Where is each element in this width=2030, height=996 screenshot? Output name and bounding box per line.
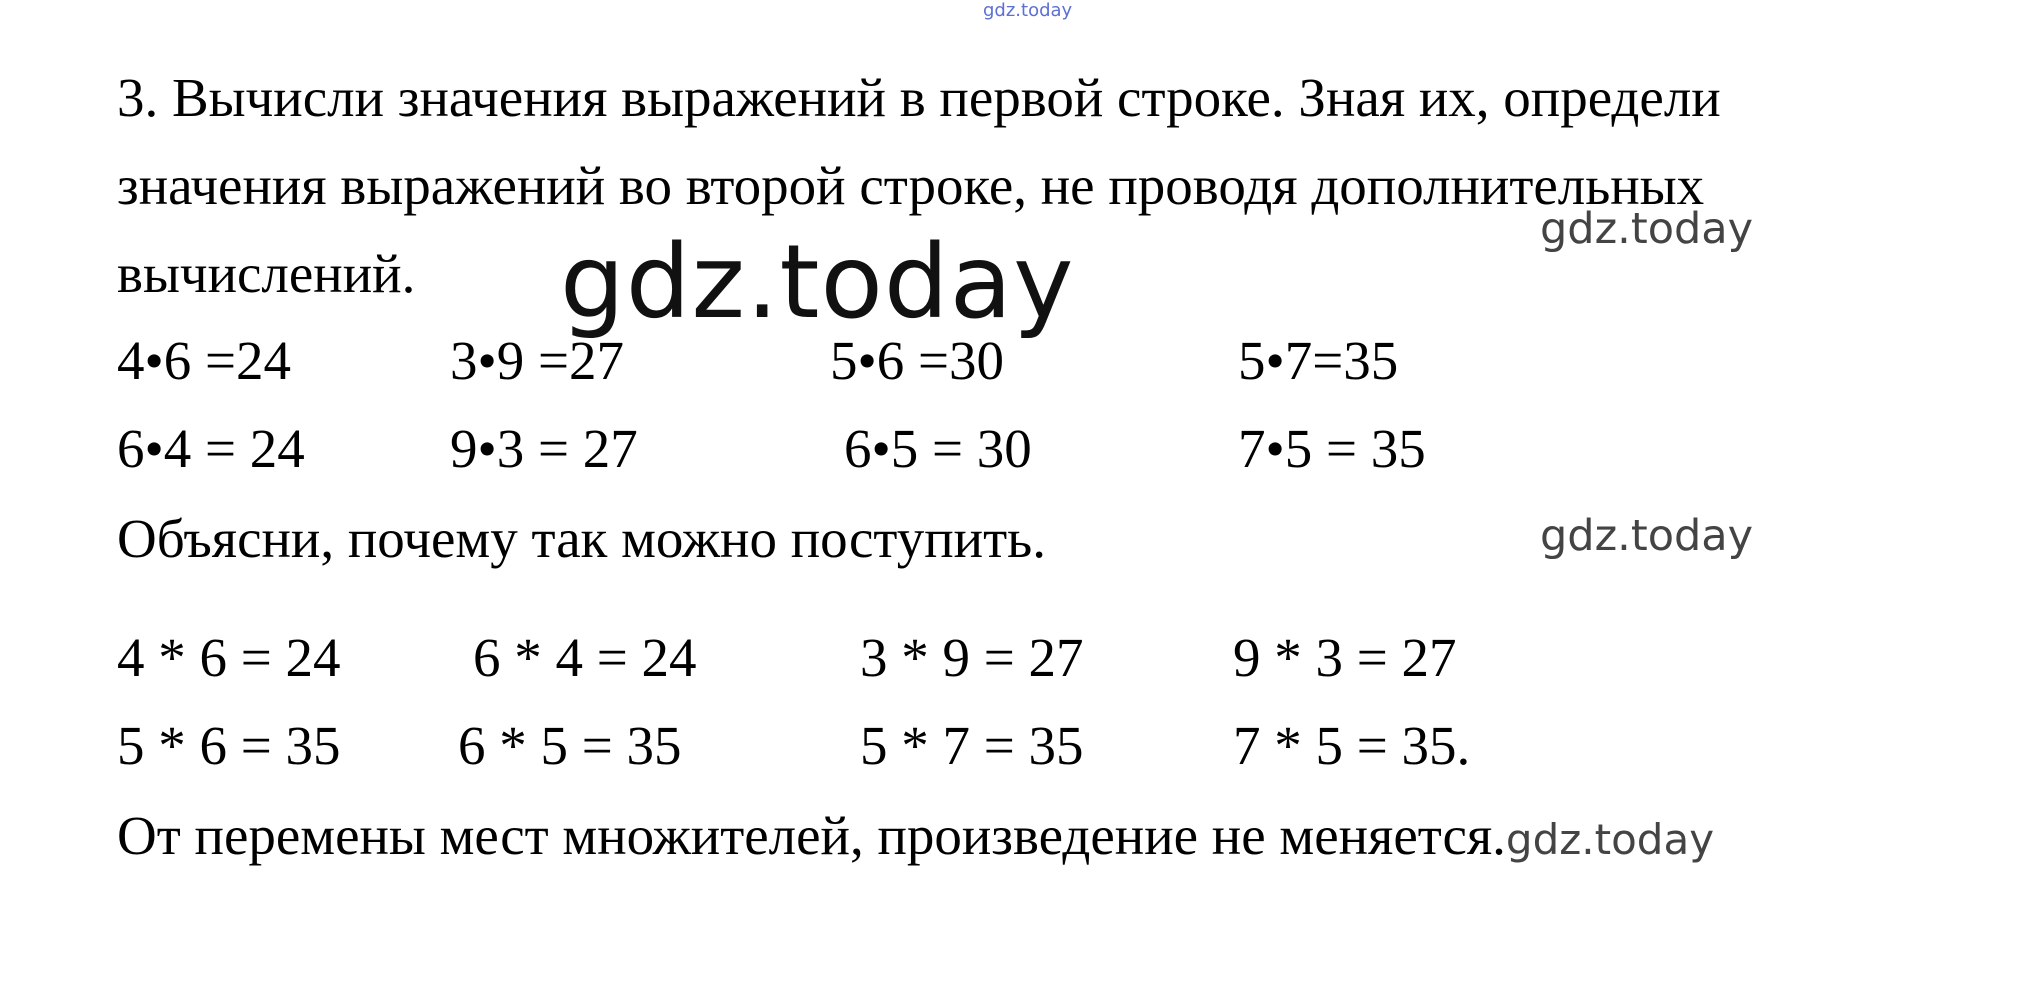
watermark-right-middle: gdz.today bbox=[1540, 511, 1754, 561]
task-line-1: 3. Вычисли значения выражений в первой строке. Зная их, определи bbox=[117, 67, 1721, 128]
expression: 7•5 = 35 bbox=[1238, 418, 1426, 479]
answer-expression: 6 * 4 = 24 bbox=[473, 627, 697, 688]
expression: 5•7=35 bbox=[1238, 330, 1399, 391]
watermark-right-upper: gdz.today bbox=[1540, 204, 1754, 254]
expression: 3•9 =27 bbox=[450, 330, 625, 391]
task-line-2: значения выражений во второй строке, не проводя дополнительных bbox=[117, 155, 1705, 216]
expression: 4•6 =24 bbox=[117, 330, 292, 391]
question-text: Объясни, почему так можно поступить. bbox=[117, 508, 1046, 569]
conclusion-line bbox=[117, 805, 1715, 866]
watermark-inline: gdz.today bbox=[1505, 815, 1715, 864]
expression: 6•4 = 24 bbox=[117, 418, 305, 479]
answer-expression: 6 * 5 = 35 bbox=[458, 715, 682, 776]
task-line-3: вычислений. bbox=[117, 243, 416, 304]
answer-expression: 7 * 5 = 35. bbox=[1233, 715, 1471, 776]
watermark-large: gdz.today bbox=[560, 223, 1075, 342]
expression: 9•3 = 27 bbox=[450, 418, 638, 479]
answer-expression: 5 * 7 = 35 bbox=[860, 715, 1084, 776]
answer-expression: 9 * 3 = 27 bbox=[1233, 627, 1457, 688]
answer-expression: 5 * 6 = 35 bbox=[117, 715, 341, 776]
answer-expression: 3 * 9 = 27 bbox=[860, 627, 1084, 688]
answer-expression: 4 * 6 = 24 bbox=[117, 627, 341, 688]
expression: 5•6 =30 bbox=[830, 330, 1005, 391]
watermark-top: gdz.today bbox=[983, 0, 1073, 21]
conclusion-text: От перемены мест множителей, произведение не меняется. bbox=[117, 805, 1506, 866]
expression: 6•5 = 30 bbox=[844, 418, 1032, 479]
